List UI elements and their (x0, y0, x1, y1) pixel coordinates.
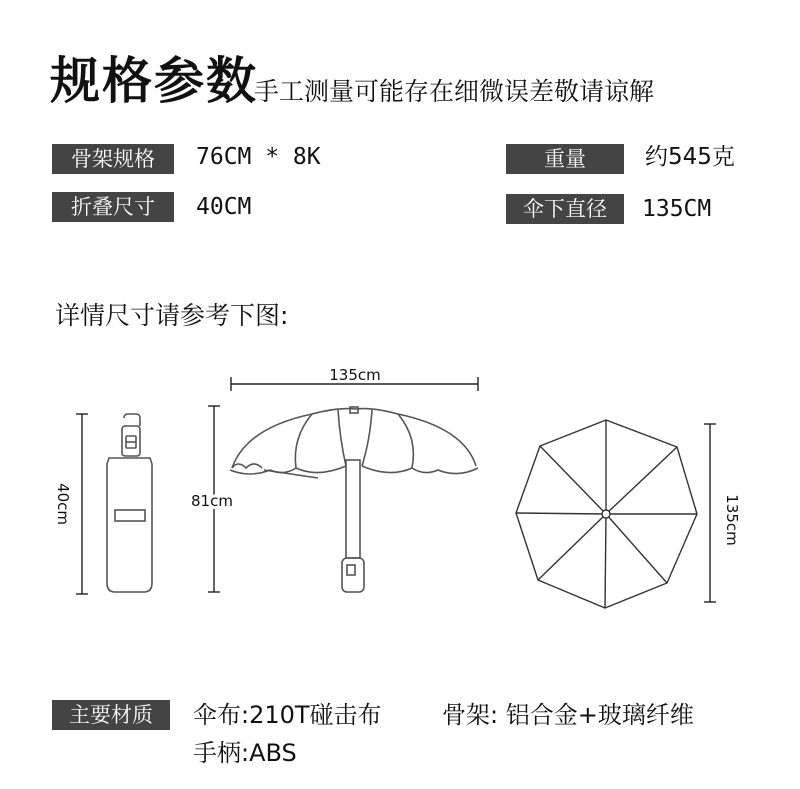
folded-dimension-line (76, 414, 88, 594)
spec-value-frame: 76CM * 8K (196, 144, 321, 170)
folded-umbrella-icon (107, 414, 152, 592)
spec-value-diameter: 135CM (642, 196, 712, 222)
page-title: 规格参数 (50, 52, 258, 110)
materials-frame: 骨架: 铝合金+玻璃纤维 (442, 701, 694, 729)
details-heading: 详情尺寸请参考下图: (55, 301, 289, 330)
spec-value-weight: 约545克 (645, 144, 735, 170)
spec-label-folded: 折叠尺寸 (52, 192, 174, 222)
umbrella-diagram (0, 350, 800, 630)
spec-label-frame: 骨架规格 (52, 144, 174, 174)
canopy-width-label: 135cm (329, 366, 381, 384)
spec-label-weight: 重量 (506, 144, 624, 174)
open-height-label: 81cm (191, 492, 233, 510)
page-subtitle: 手工测量可能存在细微误差敬请谅解 (254, 77, 655, 106)
umbrella-top-view-icon (516, 420, 697, 608)
open-umbrella-icon (230, 407, 478, 592)
materials-label: 主要材质 (52, 700, 170, 730)
materials-handle: 手柄:ABS (193, 739, 297, 767)
spec-label-diameter: 伞下直径 (506, 194, 624, 224)
top-diameter-dimension-line (704, 424, 716, 602)
spec-value-folded: 40CM (196, 194, 252, 220)
materials-fabric: 伞布:210T碰击布 (193, 701, 382, 729)
folded-length-label: 40cm (54, 483, 72, 525)
top-diameter-label: 135cm (723, 494, 741, 546)
